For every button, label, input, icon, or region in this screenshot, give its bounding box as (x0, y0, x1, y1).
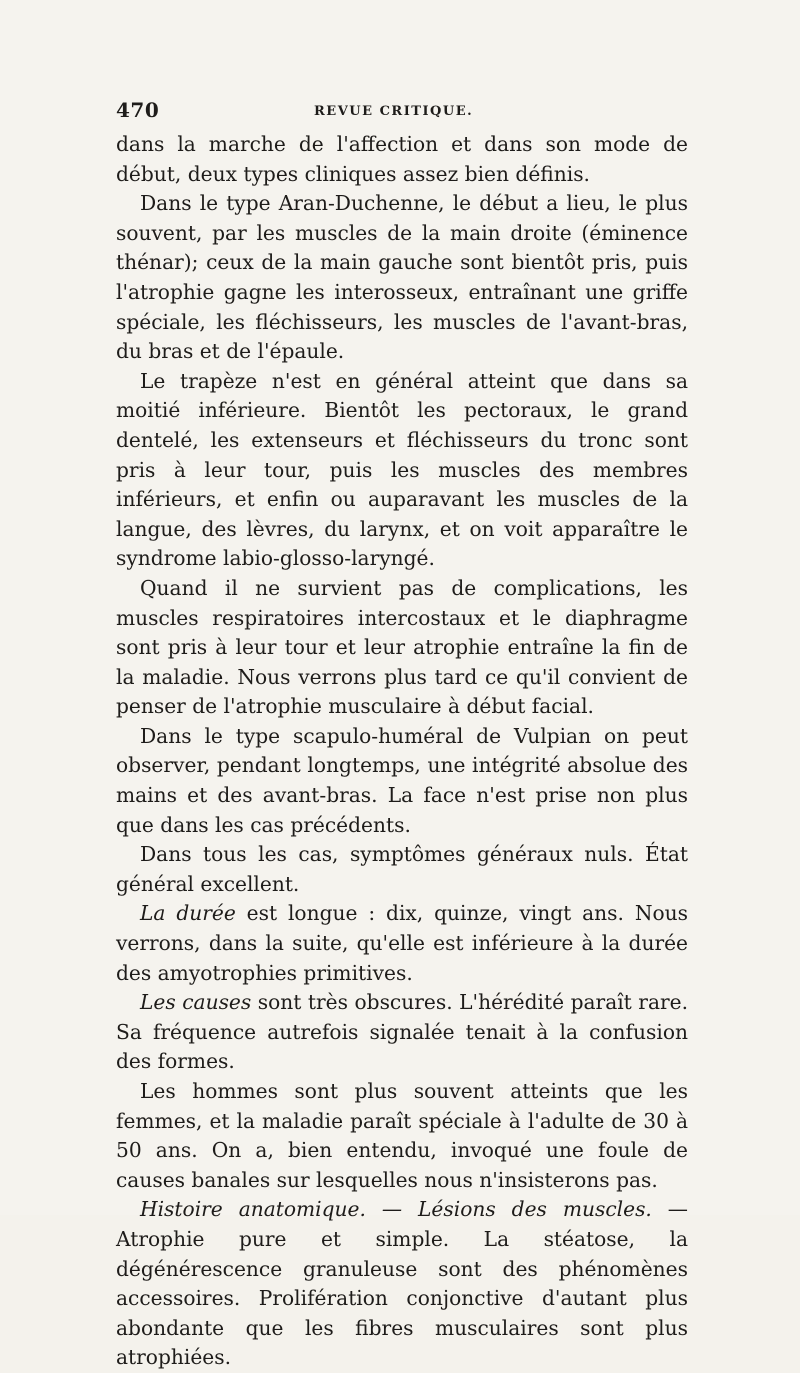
paragraph-type-aran-duchenne (116, 189, 688, 367)
paragraph-trapeze (116, 367, 688, 574)
paragraph-text: Les hommes sont plus souvent atteints que les femmes, et la maladie paraît spéciale à l'adulte de 30 à 50 ans. On a, bien entendu, invoqué une foule de causes banales sur lesquelles nous n'insisterons pas. (116, 1079, 688, 1192)
page-number: 470 (116, 98, 160, 122)
paragraph-type-vulpian (116, 722, 688, 840)
paragraph-duree (116, 899, 688, 988)
paragraph-lead: Les causes (140, 990, 252, 1015)
paragraph-complications (116, 574, 688, 722)
paragraph-hommes (116, 1077, 688, 1195)
page-header (116, 98, 688, 128)
paragraph-text: Quand il ne survient pas de complications, les muscles respiratoires intercostaux et le diaphragme sont pris à leur tour et leur atrophie entraîne la fin de la maladie. Nous verrons plus tard ce qu'il convient de penser de l'atrophie musculaire à début facial. (116, 575, 688, 719)
paragraph-text: Dans le type scapulo-huméral de Vulpian on peut observer, pendant longtemps, une intégrité absolue des mains et des avant-bras. La face n'est prise non plus que dans les cas précédents. (116, 723, 688, 837)
paragraph-text: dans la marche de l'affection et dans son mode de début, deux types cliniques assez bien définis. (116, 132, 688, 186)
paragraph-continuation (116, 130, 688, 189)
paragraph-lead: La durée (140, 901, 236, 926)
paragraph-text: Dans le type Aran-Duchenne, le début a lieu, le plus souvent, par les muscles de la main droite (éminence thénar); ceux de la main gauche sont bientôt pris, puis l'atrophie gagne les interosseux, entraînant une griffe spéciale, les fléchisseurs, les muscles de l'avant-bras, du bras et de l'épaule. (116, 191, 688, 364)
paragraph-causes (116, 988, 688, 1077)
paragraph-text: est longue : dix, quinze, vingt ans. Nous verrons, dans la suite, qu'elle est inférieure à la durée des amyotrophies primitives. (116, 901, 689, 985)
paragraph-symptomes-generaux (116, 840, 688, 899)
paragraph-text: — Atrophie pure et simple. La stéatose, la dégénérescence granuleuse sont des phénomènes accessoires. Prolifération conjonctive d'autant plus abondante que les fibres musculaires sont plus atrophiées. (116, 1197, 688, 1370)
paragraph-text: Le trapèze n'est en général atteint que dans sa moitié inférieure. Bientôt les pectoraux, le grand dentelé, les extenseurs et fléchisseurs du tronc sont pris à leur tour, puis les muscles des membres inférieurs, et enfin ou auparavant les muscles de la langue, des lèvres, du larynx, et on voit apparaître le syndrome labio-glosso-laryngé. (116, 368, 688, 571)
paragraph-histoire-anatomique (116, 1195, 688, 1373)
running-head: REVUE CRITIQUE. (314, 104, 474, 119)
text-body (116, 130, 688, 1373)
paragraph-text: Dans tous les cas, symptômes généraux nuls. État général excellent. (116, 842, 688, 896)
paragraph-text: sont très obscures. L'hérédité paraît rare. Sa fréquence autrefois signalée tenait à la confusion des formes. (116, 990, 689, 1074)
paragraph-lead: Histoire anatomique. — Lésions des muscles. (140, 1197, 652, 1222)
